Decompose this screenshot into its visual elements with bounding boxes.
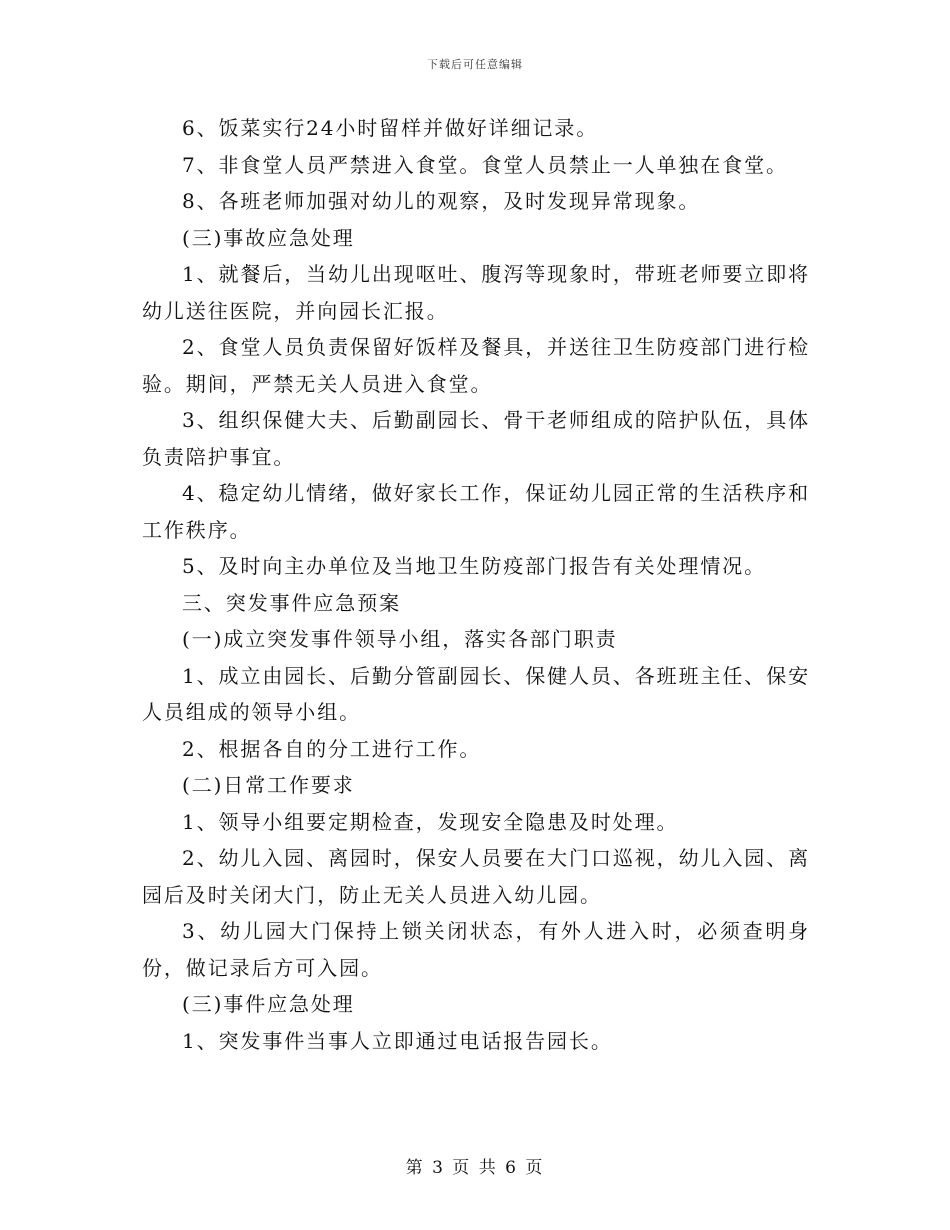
paragraph: 3、组织保健大夫、后勤副园长、骨干老师组成的陪护队伍，具体负责陪护事宜。 [142,408,810,469]
section-heading: 三、突发事件应急预案 [182,590,401,615]
section-heading: (二)日常工作要求 [182,773,355,797]
paragraph: 5、及时向主办单位及当地卫生防疫部门报告有关处理情况。 [182,554,767,578]
document-body [142,110,810,1059]
section-heading: (一)成立突发事件领导小组，落实各部门职责 [182,627,618,651]
paragraph: 4、稳定幼儿情绪，做好家长工作，保证幼儿园正常的生活秩序和工作秩序。 [142,481,810,542]
paragraph: 8、各班老师加强对幼儿的观察，及时发现异常现象。 [182,189,701,213]
paragraph: 1、成立由园长、后勤分管副园长、保健人员、各班班主任、保安人员组成的领导小组。 [142,663,810,724]
paragraph: 6、饭菜实行24小时留样并做好详细记录。 [182,116,599,140]
paragraph: 7、非食堂人员严禁进入食堂。食堂人员禁止一人单独在食堂。 [182,152,788,177]
section-heading: (三)事件应急处理 [182,992,355,1016]
paragraph: 1、领导小组要定期检查，发现安全隐患及时处理。 [182,809,679,834]
page-number: 第 3 页 共 6 页 [405,1158,545,1178]
paragraph: 1、就餐后，当幼儿出现呕吐、腹泻等现象时，带班老师要立即将幼儿送往医院，并向园长汇报。 [142,262,810,323]
paragraph: 1、突发事件当事人立即通过电话报告园长。 [182,1028,613,1053]
section-heading: (三)事故应急处理 [182,225,355,250]
page-header: 下载后可任意编辑 [427,58,523,71]
paragraph: 2、食堂人员负责保留好饭样及餐具，并送往卫生防疫部门进行检验。期间，严禁无关人员进入食堂。 [142,335,810,396]
paragraph: 2、幼儿入园、离园时，保安人员要在大门口巡视，幼儿入园、离园后及时关闭大门，防止无关人员进入幼儿园。 [142,846,810,907]
paragraph: 2、根据各自的分工进行工作。 [182,736,482,761]
paragraph: 3、幼儿园大门保持上锁关闭状态，有外人进入时，必须查明身份，做记录后方可入园。 [142,919,810,980]
